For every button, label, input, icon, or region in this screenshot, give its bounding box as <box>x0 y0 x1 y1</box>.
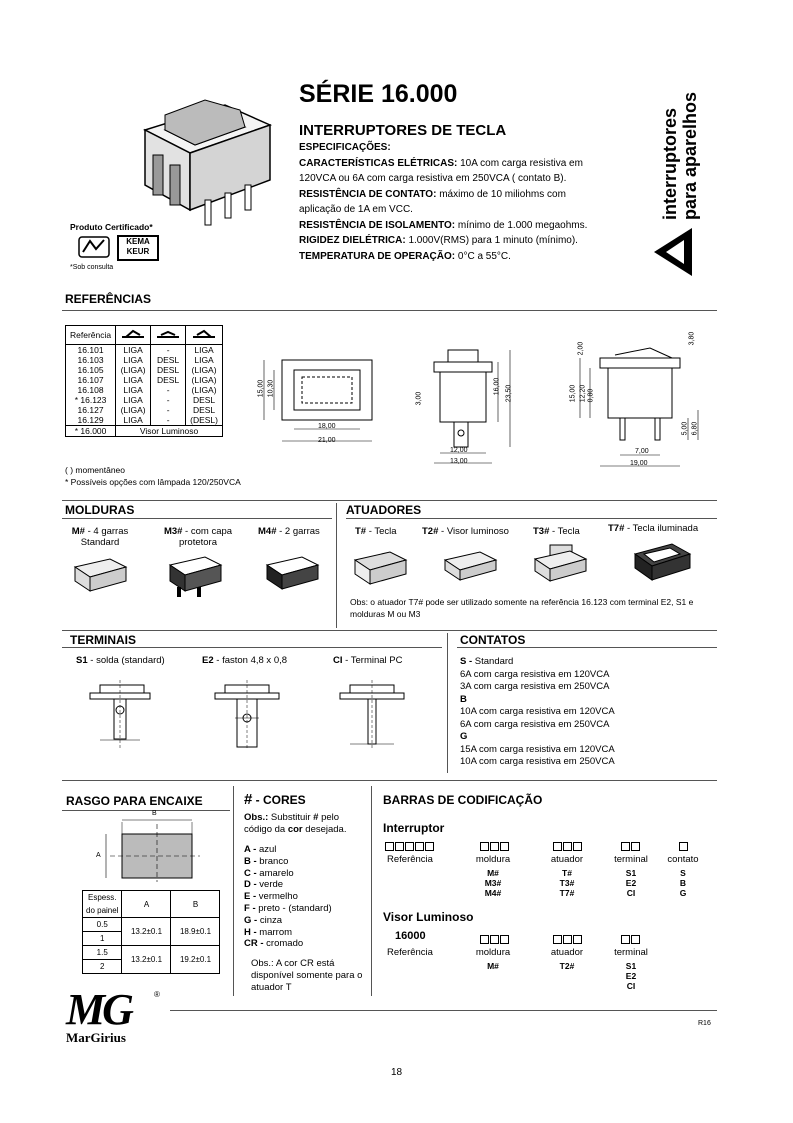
dim-label: 3,80 <box>688 331 696 346</box>
atuador-t3-image <box>530 543 590 593</box>
spec-item: RESISTÊNCIA DE CONTATO: máximo de 10 miliohms com aplicação de 1A em VCC. <box>299 188 566 215</box>
contato-line: 10A com carga resistiva em 120VCA <box>460 706 615 717</box>
registered-icon: ® <box>154 990 160 999</box>
logo-name: MarGirius <box>66 1030 126 1045</box>
section-terminais: TERMINAIS <box>70 633 136 647</box>
cores-hash: # <box>244 791 253 808</box>
side-graphic <box>654 228 694 281</box>
i-col-atuador: atuador T# T3# T7# <box>547 854 587 898</box>
section-cores <box>244 791 306 808</box>
section-contatos: CONTATOS <box>460 633 526 647</box>
dim-label: 2,00 <box>577 341 585 356</box>
color-item: D - verde <box>244 879 284 891</box>
cores-list <box>244 844 332 950</box>
logo-mg: MG <box>66 985 131 1034</box>
table-row: 16.103 LIGA DESL LIGA <box>66 355 223 365</box>
color-item: C - amarelo <box>244 867 294 879</box>
dim-label: 15,00 <box>257 379 265 398</box>
side-title-2: para aparelhos <box>680 91 700 220</box>
product-photo <box>135 85 275 235</box>
spec-item: RIGIDEZ DIELÉTRICA: 1.000V(RMS) para 1 minuto (mínimo). <box>299 235 578 246</box>
dim-label: 5,00 <box>681 421 689 436</box>
section-referencias: REFERÊNCIAS <box>65 292 152 306</box>
position-icon <box>186 326 223 345</box>
spec-item: CARACTERÍSTICAS ELÉTRICAS: 10A com carga resistiva em 120VCA ou 6A com carga resistiva em 250VCA ( contato B). <box>299 157 583 184</box>
dim-label: 16,00 <box>493 377 501 396</box>
page-subtitle: INTERRUPTORES DE TECLA <box>299 122 507 139</box>
dim-label: 21,00 <box>318 437 336 444</box>
dim-label: 3,00 <box>415 391 423 406</box>
contatos-list <box>460 656 615 769</box>
table-header: Referência <box>66 326 116 345</box>
section-atuadores: ATUADORES <box>346 503 422 517</box>
table-row: 0.5 13.2±0.1 18.9±0.1 <box>83 918 220 932</box>
table-row: 1.5 13.2±0.1 19.2±0.1 <box>83 946 220 960</box>
ref-note-1: ( ) momentâneo <box>65 465 125 475</box>
moldura-m: M# - 4 garras Standard <box>71 526 129 548</box>
terminal-e2-drawing <box>205 680 290 760</box>
position-icon <box>116 326 151 345</box>
terminal-ci: CI - Terminal PC <box>333 655 403 666</box>
table-row: 1 <box>83 932 220 946</box>
revision: R16 <box>698 1020 711 1027</box>
codes: T# T3# T7# <box>559 868 575 898</box>
side-dimension-drawing <box>410 345 520 470</box>
v-col-ref: Referência <box>387 947 433 958</box>
spec-item: TEMPERATURA DE OPERAÇÃO: 0°C a 55°C. <box>299 250 511 262</box>
page-title: SÉRIE 16.000 <box>299 80 458 108</box>
divider <box>170 1010 717 1011</box>
table-row: 16.129 LIGA - (DESL) <box>66 415 223 426</box>
color-item: B - branco <box>244 855 289 867</box>
divider <box>62 780 717 781</box>
position-icon <box>151 326 186 345</box>
v-col-moldura: moldura M# <box>473 947 513 971</box>
table-row: 16.107 LIGA DESL (LIGA) <box>66 375 223 385</box>
section-rasgo: RASGO PARA ENCAIXE <box>66 794 203 808</box>
color-item: E - vermelho <box>244 891 298 903</box>
terminal-s1-drawing <box>80 680 160 760</box>
side-title-1: interruptores <box>660 107 680 220</box>
reference-table <box>65 325 223 437</box>
cores-obs: Obs.: Substituir # pelo código da cor desejada. <box>244 812 347 835</box>
table-row: Espess. A B <box>83 891 220 905</box>
codes: M# M3# M4# <box>484 868 502 898</box>
spec-item: RESISTÊNCIA DE ISOLAMENTO: mínimo de 1.000 megaohms. <box>299 219 588 231</box>
divider <box>62 630 717 631</box>
divider <box>371 786 372 996</box>
codes: T2# <box>559 961 575 971</box>
color-item: A - azul <box>244 844 277 855</box>
section-barras: BARRAS DE CODIFICAÇÃO <box>383 793 543 807</box>
table-row <box>66 326 223 345</box>
codes: S1 E2 CI <box>625 961 637 991</box>
terminal-s1: S1 - solda (standard) <box>76 655 165 666</box>
terminal-e2: E2 - faston 4,8 x 0,8 <box>202 655 288 666</box>
atuador-t3: T3# - Tecla <box>533 526 580 537</box>
dim-label: 0,80 <box>587 388 595 403</box>
dim-label: 6,80 <box>691 421 699 436</box>
thickness-table <box>82 890 220 974</box>
contato-line: 15A com carga resistiva em 120VCA <box>460 743 615 755</box>
color-item: CR - cromado <box>244 938 304 950</box>
section-molduras: MOLDURAS <box>65 503 135 517</box>
dim-label: B <box>152 810 157 817</box>
dim-label: 18,00 <box>318 423 336 430</box>
contato-line: B <box>460 693 467 705</box>
contato-line: 3A com carga resistiva em 250VCA <box>460 681 610 692</box>
i-col-moldura: moldura M# M3# M4# <box>473 854 513 898</box>
dim-label: 23,50 <box>505 384 513 403</box>
moldura-m3: M3# - com capa protetora <box>163 526 233 548</box>
cores-note: Obs.: A cor CR está disponível somente para o atuador T <box>251 958 363 993</box>
contato-line: 10A com carga resistiva em 250VCA <box>460 756 615 767</box>
dim-label: A <box>96 852 101 859</box>
color-item: H - marrom <box>244 926 293 938</box>
divider <box>457 647 717 648</box>
table-row: 16.101 LIGA - LIGA <box>66 345 223 356</box>
divider <box>62 518 332 519</box>
codes: S1 E2 CI <box>625 868 637 898</box>
table-row: 16.105 (LIGA) DESL (LIGA) <box>66 365 223 375</box>
moldura-m-image <box>70 555 130 602</box>
table-row: do painel <box>83 904 220 918</box>
table-row: * 16.000 Visor Luminoso <box>66 426 223 437</box>
i-col-contato: contato S B G <box>664 854 702 898</box>
dim-label: 12,20 <box>579 384 587 403</box>
atuadores-obs: Obs: o atuador T7# pode ser utilizado somente na referência 16.123 com terminal E2, S1 e molduras M ou M3 <box>350 597 694 619</box>
profile-dimension-drawing <box>560 330 705 475</box>
kema-text: KEMA KEUR <box>126 237 150 256</box>
page-number: 18 <box>391 1067 403 1078</box>
contato-line: 6A com carga resistiva em 120VCA <box>460 668 610 680</box>
divider <box>346 518 717 519</box>
color-item: G - cinza <box>244 914 283 926</box>
divider <box>62 647 442 648</box>
dim-label: 12,00 <box>450 447 468 454</box>
i-col-ref: Referência <box>387 854 433 865</box>
moldura-m4-image <box>262 553 322 604</box>
cutout-drawing <box>92 812 202 882</box>
color-item: F - preto - (standard) <box>244 902 332 914</box>
atuador-t-image <box>350 548 410 598</box>
dim-label: 7,00 <box>635 448 649 455</box>
divider <box>62 500 717 501</box>
front-dimension-drawing <box>252 355 382 450</box>
visor-heading: Visor Luminoso <box>383 910 474 924</box>
divider <box>233 786 234 996</box>
contato-line: G <box>460 731 468 742</box>
atuador-t: T# - Tecla <box>355 526 397 537</box>
cert-note: *Sob consulta <box>70 264 114 271</box>
cores-heading: - CORES <box>252 793 306 807</box>
divider <box>447 633 448 773</box>
moldura-m4: M4# - 2 garras <box>258 526 320 537</box>
atuador-t7-image <box>630 540 695 595</box>
table-row: 16.108 LIGA - (LIGA) <box>66 385 223 395</box>
spec-heading: ESPECIFICAÇÕES: <box>299 142 391 153</box>
certified-label: Produto Certificado* <box>70 222 153 232</box>
dim-label: 19,00 <box>630 460 648 467</box>
ref-note-2: * Possíveis opções com lâmpada 120/250VCA <box>65 477 241 487</box>
atuador-t2-image <box>440 548 500 593</box>
atuador-t7: T7# - Tecla iluminada <box>608 523 699 534</box>
i-col-terminal: terminal S1 E2 CI <box>611 854 651 898</box>
v-col-atuador: atuador T2# <box>547 947 587 971</box>
moldura-m3-image <box>165 553 225 604</box>
table-row: * 16.123 LIGA - DESL <box>66 395 223 405</box>
contato-line: 6A com carga resistiva em 250VCA <box>460 718 610 730</box>
visor-ref-code: 16000 <box>395 930 426 942</box>
contato-line: S - Standard <box>460 656 514 667</box>
atuador-t2: T2# - Visor luminoso <box>422 526 509 537</box>
dim-label: 13,00 <box>450 458 468 465</box>
terminal-ci-drawing <box>330 680 415 760</box>
dim-label: 10,30 <box>267 379 275 398</box>
interruptor-heading: Interruptor <box>383 821 445 835</box>
codes: S B G <box>679 868 687 898</box>
divider <box>62 310 717 311</box>
dim-label: 15,00 <box>569 384 577 403</box>
table-row: 2 <box>83 960 220 974</box>
kema-logo <box>117 235 159 261</box>
brand-logo <box>66 985 166 1046</box>
v-col-terminal: terminal S1 E2 CI <box>611 947 651 991</box>
table-row: 16.127 (LIGA) - DESL <box>66 405 223 415</box>
spec-block <box>299 140 609 264</box>
divider <box>62 810 230 811</box>
certification-logo <box>78 236 110 263</box>
codes: M# <box>487 961 499 971</box>
divider <box>336 503 337 628</box>
